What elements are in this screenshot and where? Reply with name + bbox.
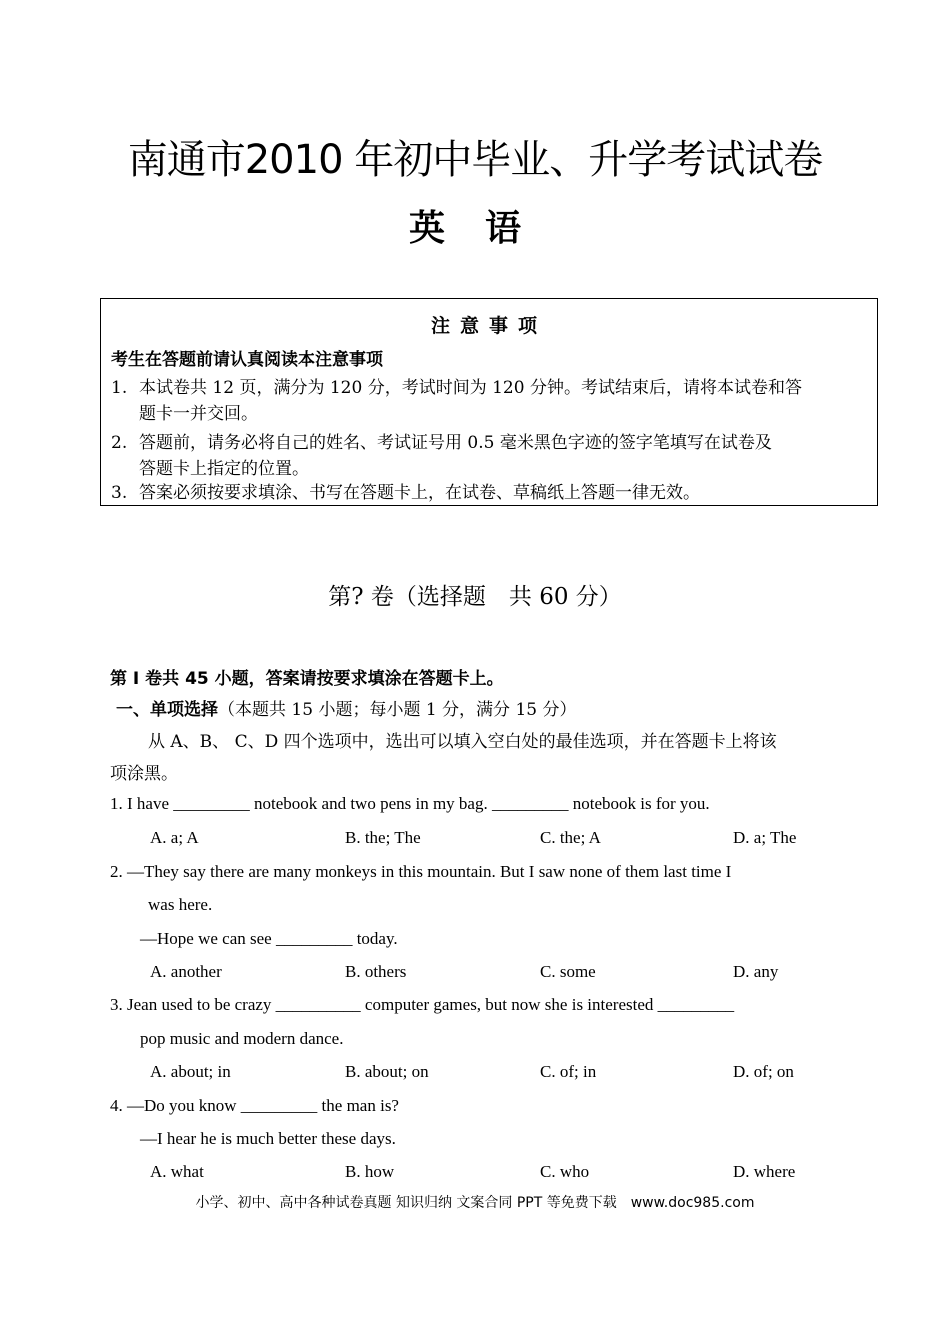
question-option: A. what bbox=[150, 1162, 204, 1181]
question-text: 1. I have _________ notebook and two pens in my bag. _________ notebook is for you. bbox=[110, 794, 710, 813]
question-option: D. where bbox=[733, 1162, 796, 1181]
notice-subheading: 考生在答题前请认真阅读本注意事项 bbox=[111, 350, 383, 370]
directions-line: 从 A、B、 C、D 四个选项中，选出可以填入空白处的最佳选项，并在答题卡上将该 bbox=[148, 732, 777, 752]
notice-item-text-continued: 题卡一并交回。 bbox=[139, 404, 258, 424]
question-option: B. the; The bbox=[345, 828, 421, 847]
question-text: was here. bbox=[148, 895, 213, 914]
question-option: B. how bbox=[345, 1162, 395, 1181]
question-text: —I hear he is much better these days. bbox=[140, 1129, 396, 1148]
directions-line: 项涂黑。 bbox=[110, 764, 178, 784]
notice-heading: 注意事项 bbox=[430, 315, 547, 337]
notice-item bbox=[111, 480, 861, 506]
section-label: 一、单项选择 bbox=[116, 700, 218, 720]
notice-item-number: 2. bbox=[111, 433, 128, 453]
exam-title: 南通市2010 年初中毕业、升学考试试卷 bbox=[127, 137, 823, 183]
question-option: C. who bbox=[540, 1162, 590, 1181]
notice-item bbox=[111, 430, 861, 482]
question-text: —Hope we can see _________ today. bbox=[140, 929, 398, 948]
notice-item-number: 3. bbox=[111, 483, 128, 503]
notice-box bbox=[100, 298, 878, 506]
question-option: D. a; The bbox=[733, 828, 797, 847]
part-instruction: 第 I 卷共 45 小题，答案请按要求填涂在答题卡上。 bbox=[110, 669, 504, 689]
question-option: C. some bbox=[540, 962, 596, 981]
section-heading bbox=[116, 695, 577, 720]
question-option: A. a; A bbox=[150, 828, 199, 847]
question-option: B. about; on bbox=[345, 1062, 429, 1081]
notice-item-text-continued: 答题卡上指定的位置。 bbox=[139, 459, 309, 479]
question-option: A. about; in bbox=[150, 1062, 231, 1081]
notice-item-text: 答案必须按要求填涂、书写在答题卡上，在试卷、草稿纸上答题一律无效。 bbox=[139, 483, 700, 503]
notice-item-text: 本试卷共 12 页，满分为 120 分，考试时间为 120 分钟。考试结束后，请将本试卷和答 bbox=[139, 378, 802, 398]
question-option: D. of; on bbox=[733, 1062, 794, 1081]
notice-item-text: 答题前，请务必将自己的姓名、考试证号用 0.5 毫米黑色字迹的签字笔填写在试卷及 bbox=[139, 433, 772, 453]
part-title: 第? 卷（选择题 共 60 分） bbox=[328, 584, 622, 610]
exam-subject: 英语 bbox=[408, 208, 561, 249]
question-option: B. others bbox=[345, 962, 407, 981]
question-option: D. any bbox=[733, 962, 779, 981]
question-text: 3. Jean used to be crazy __________ computer games, but now she is interested _________ bbox=[110, 995, 735, 1014]
question-option: C. of; in bbox=[540, 1062, 597, 1081]
footer-text: 小学、初中、高中各种试卷真题 知识归纳 文案合同 PPT 等免费下载 www.doc985.com bbox=[195, 1195, 755, 1211]
question-option: A. another bbox=[150, 962, 222, 981]
section-detail: （本题共 15 小题；每小题 1 分，满分 15 分） bbox=[218, 700, 577, 720]
question-text: pop music and modern dance. bbox=[140, 1029, 344, 1048]
question-text: 4. —Do you know _________ the man is? bbox=[110, 1096, 399, 1115]
question-text: 2. —They say there are many monkeys in this mountain. But I saw none of them last time I bbox=[110, 862, 732, 881]
notice-item-number: 1. bbox=[111, 378, 128, 398]
question-option: C. the; A bbox=[540, 828, 601, 847]
notice-item bbox=[111, 375, 861, 427]
